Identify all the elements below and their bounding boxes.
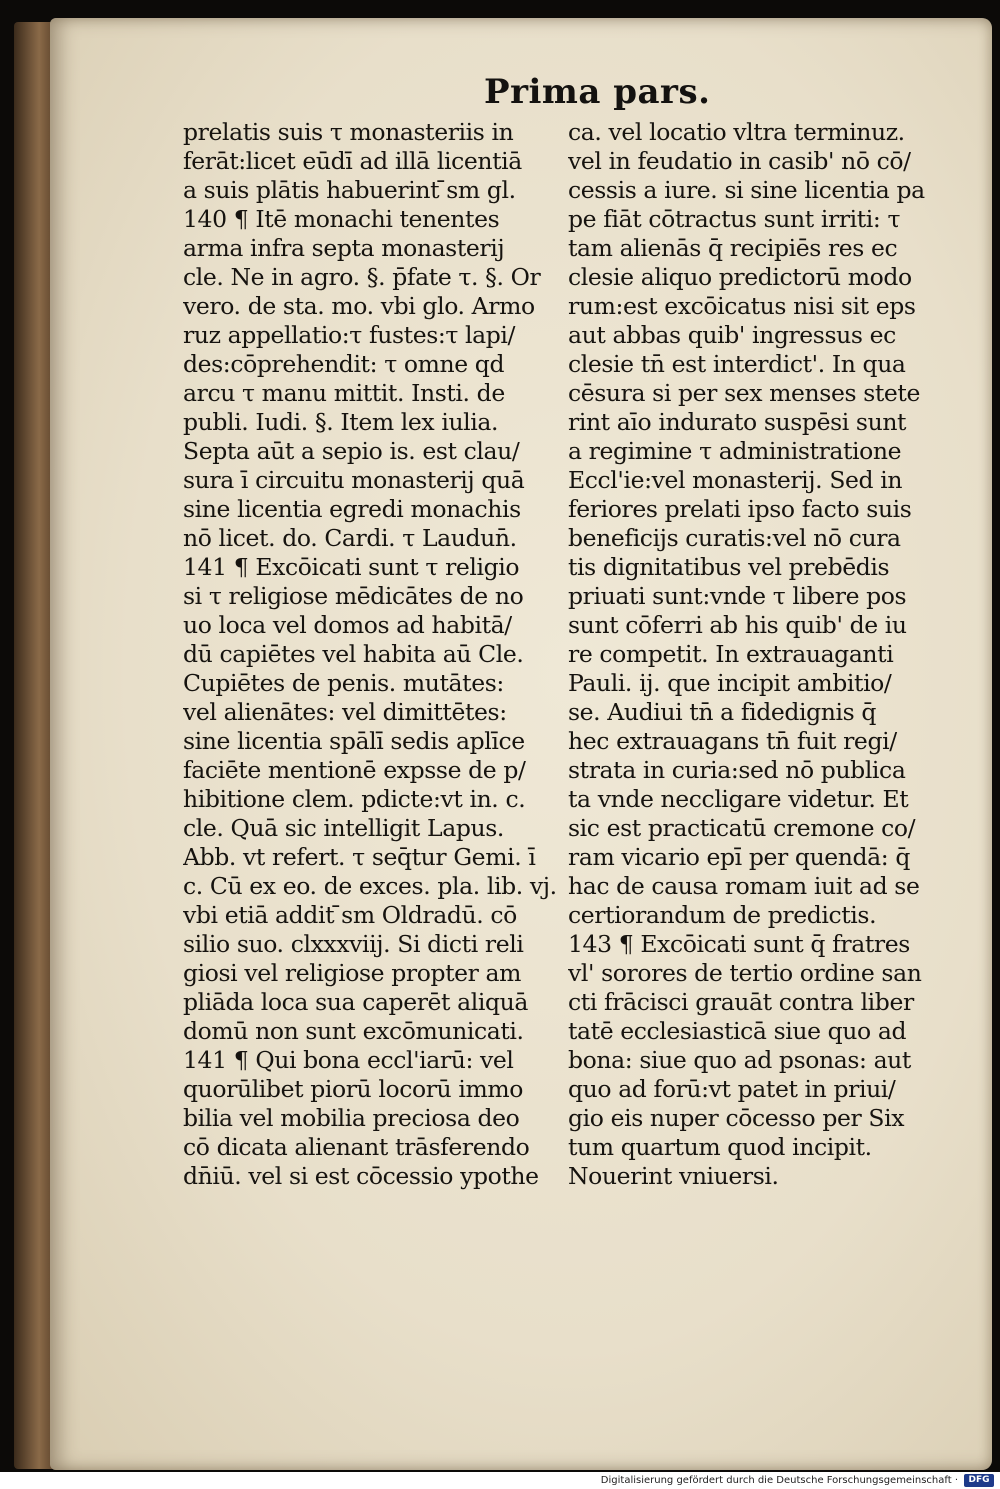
text-line: arma infra septa monasterij [183,234,505,262]
text-line: sine licentia egredi monachis [183,495,521,523]
text-line: prelatis suis τ monasteriis in [183,118,514,146]
text-line: feriores prelati ipso facto suis [568,495,912,523]
text-line: ta vnde neccligare videtur. Et [568,785,909,813]
text-line: giosi vel religiose propter am [183,959,522,987]
text-line: Pauli. ij. que incipit ambitio/ [568,669,892,697]
text-line: cō dicata alienant trāsferendo [183,1133,530,1161]
text-line: pliāda loca sua caperēt aliquā [183,988,528,1016]
text-line: ferāt:licet eūdī ad illā licentiā [183,147,522,175]
text-line: sic est practicatū cremone co/ [568,814,916,842]
text-line: tis dignitatibus vel prebēdis [568,553,890,581]
text-line: tam alienās q̄ recipiēs res ec [568,234,898,262]
text-line: a regimine τ administratione [568,437,902,465]
text-line: certiorandum de predictis. [568,901,877,929]
text-line: cle. Quā sic intelligit Lapus. [183,814,504,842]
text-line: 143 ¶ Excōicati sunt q̄ fratres [568,930,910,958]
text-line: Cupiētes de penis. mutātes: [183,669,504,697]
text-line: tum quartum quod incipit. [568,1133,872,1161]
text-line: vbi etiā addit ̄sm Oldradū. cō [183,901,517,929]
text-line: Nouerint vniuersi. [568,1162,779,1190]
text-line: bilia vel mobilia preciosa deo [183,1104,520,1132]
text-line: uo loca vel domos ad habitā/ [183,611,512,639]
text-line: beneficijs curatis:vel nō cura [568,524,901,552]
text-line: vero. de sta. mo. vbi glo. Armo [183,292,535,320]
text-line: quorūlibet piorū locorū immo [183,1075,523,1103]
text-line: quo ad forū:vt patet in priui/ [568,1075,896,1103]
text-line: Abb. vt refert. τ seq̄tur Gemi. ī [183,843,536,871]
text-line: clesie aliquo predictorū modo [568,263,912,291]
text-line: a suis plātis habuerint ̄sm gl. [183,176,516,204]
text-line: bona: siue quo ad psonas: aut [568,1046,911,1074]
text-line: aut abbas quib' ingressus ec [568,321,896,349]
text-line: vl' sorores de tertio ordine san [568,959,922,987]
text-line: 140 ¶ Itē monachi tenentes [183,205,500,233]
text-line: sura ī circuitu monasterij quā [183,466,525,494]
text-line: faciēte mentionē expsse de p/ [183,756,526,784]
text-line: arcu τ manu mittit. Insti. de [183,379,505,407]
text-line: Eccl'ie:vel monasterij. Sed in [568,466,903,494]
text-line: rint aīo indurato suspēsi sunt [568,408,907,436]
text-line: sunt cōferri ab his quib' de iu [568,611,907,639]
text-line: nō licet. do. Cardi. τ Laudun̄. [183,524,517,552]
text-line: hibitione clem. pdicte:vt in. c. [183,785,526,813]
text-line: se. Audiui tn̄ a fidedignis q̄ [568,698,877,726]
text-line: 141 ¶ Excōicati sunt τ religio [183,553,520,581]
text-line: pe fiāt cōtractus sunt irriti: τ [568,205,901,233]
text-line: ram vicario epī per quendā: q̄ [568,843,911,871]
right-text-column [568,118,960,1191]
text-line: 141 ¶ Qui bona eccl'iarū: vel [183,1046,514,1074]
text-line: clesie tn̄ est interdict'. In qua [568,350,906,378]
text-line: sine licentia spālī sedis aplīce [183,727,525,755]
text-line: re competit. In extrauaganti [568,640,894,668]
left-text-column [183,118,561,1191]
text-line: vel alienātes: vel dimittētes: [183,698,507,726]
text-line: publi. Iudi. §. Item lex iulia. [183,408,499,436]
text-line: cti frācisci grauāt contra liber [568,988,914,1016]
text-line: hac de causa romam iuit ad se [568,872,920,900]
dfg-logo: DFG [964,1474,994,1487]
running-head: Prima pars. [484,72,711,112]
text-line: cēsura si per sex menses stete [568,379,920,407]
text-line: ca. vel locatio vltra terminuz. [568,118,905,146]
text-line: si τ religiose mēdicātes de no [183,582,524,610]
text-line: gio eis nuper cōcesso per Six [568,1104,905,1132]
text-line: dn̄iū. vel si est cōcessio ypothe [183,1162,539,1190]
text-line: vel in feudatio in casib' nō cō/ [568,147,911,175]
text-line: rum:est excōicatus nisi sit eps [568,292,916,320]
text-line: des:cōprehendit: τ omne qd [183,350,505,378]
text-line: dū capiētes vel habita aū Cle. [183,640,524,668]
text-line: ruz appellatio:τ fustes:τ lapi/ [183,321,516,349]
text-line: silio suo. clxxxviij. Si dicti reli [183,930,524,958]
text-line: hec extrauagans tn̄ fuit regi/ [568,727,897,755]
funding-credit: Digitalisierung gefördert durch die Deutsche Forschungsgemeinschaft · [600,1475,958,1486]
text-line: cle. Ne in agro. §. p̄fate τ. §. Or [183,263,541,291]
text-line: strata in curia:sed nō publica [568,756,906,784]
text-line: domū non sunt excōmunicati. [183,1017,524,1045]
text-line: cessis a iure. si sine licentia pa [568,176,925,204]
text-line: c. Cū ex eo. de exces. pla. lib. vj. [183,872,557,900]
text-line: priuati sunt:vnde τ libere pos [568,582,907,610]
text-line: tatē ecclesiasticā siue quo ad [568,1017,907,1045]
text-line: Septa aūt a sepio is. est clau/ [183,437,520,465]
